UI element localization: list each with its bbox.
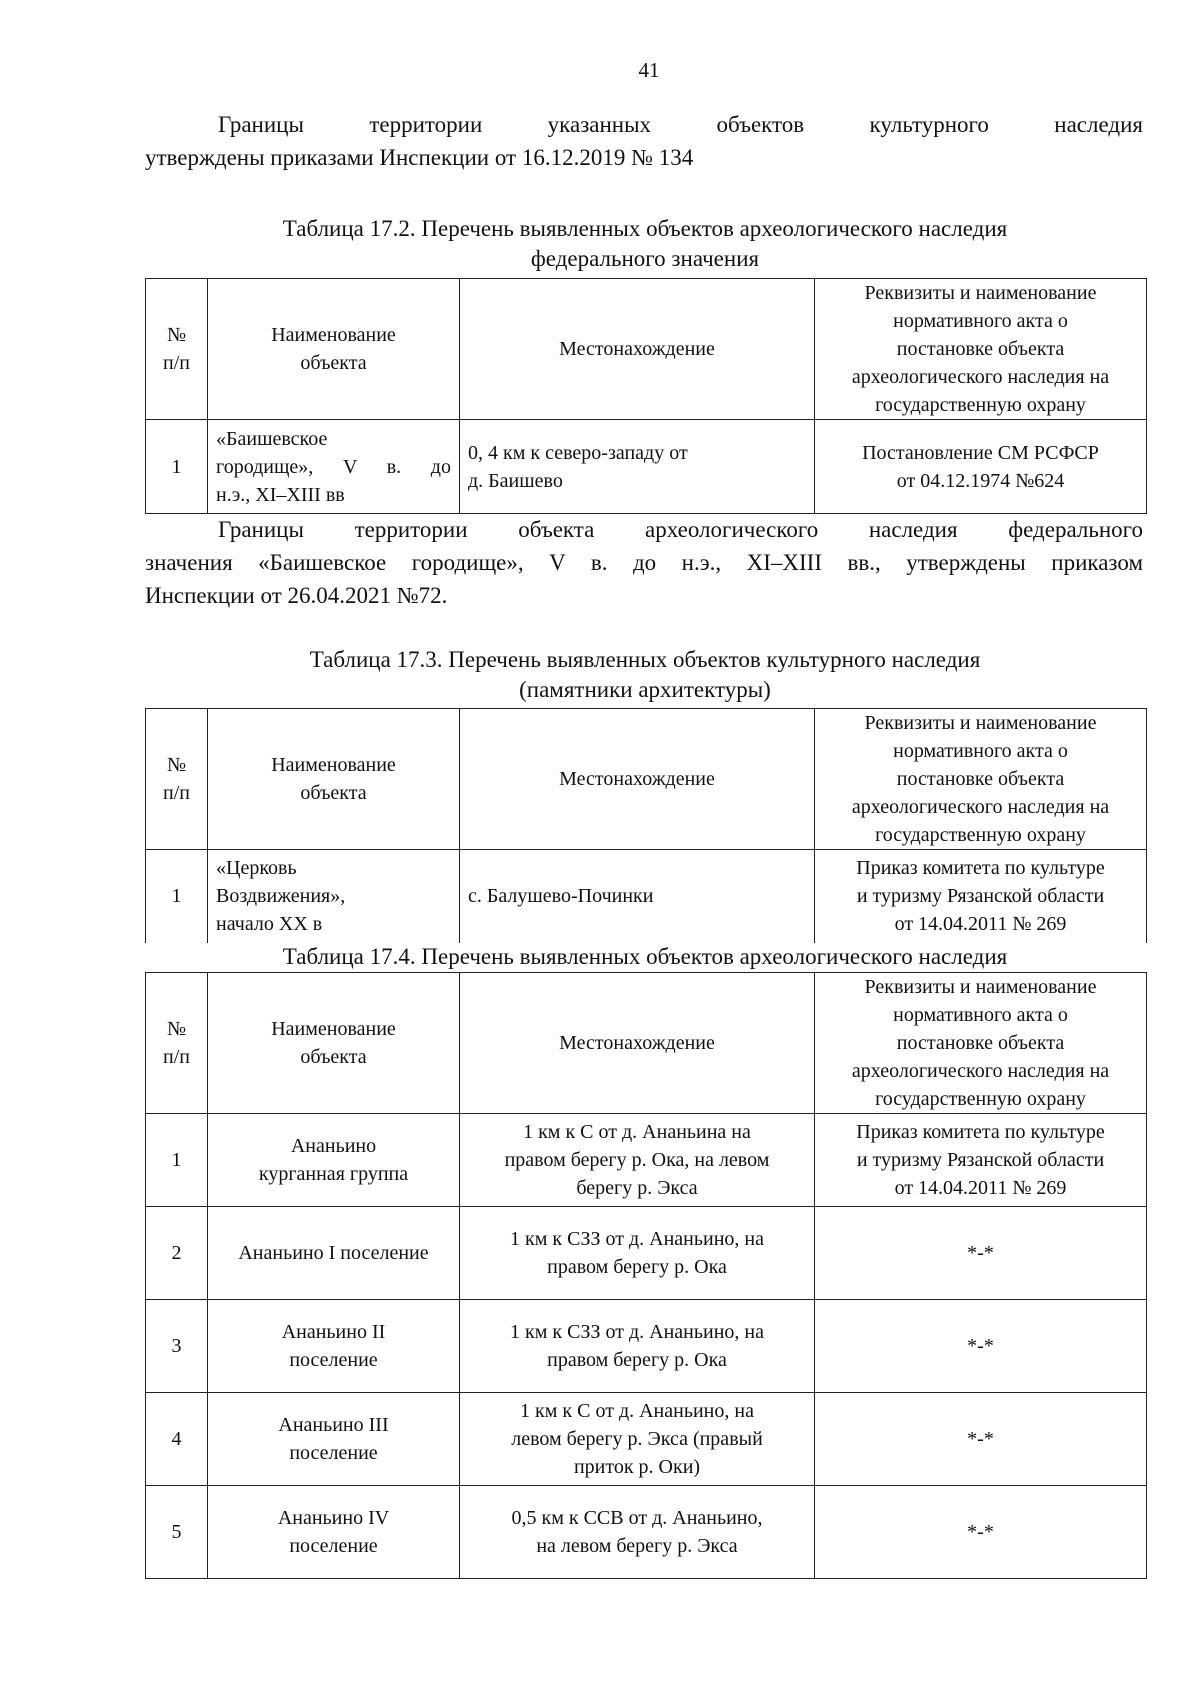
para2-line2: значения «Баишевское городище», V в. до н.э., XI–XIII вв., утверждены приказом: [145, 550, 1143, 575]
table-17-4-caption: Таблица 17.4. Перечень выявленных объектов археологического наследия: [282, 944, 1008, 969]
para2-line3: Инспекции от 26.04.2021 №72.: [145, 583, 448, 608]
header-name: Наименование объекта: [208, 709, 460, 850]
header-name: Наименование объекта: [208, 279, 460, 420]
cell-name: Ананьино IV поселение: [208, 1486, 460, 1579]
cell-name: Ананьино III поселение: [208, 1393, 460, 1486]
cell-location: 1 км к СЗЗ от д. Ананьино, на правом берегу р. Ока: [460, 1300, 815, 1393]
table-header-row: [146, 709, 1147, 850]
header-name: Наименование объекта: [208, 973, 460, 1114]
table-17-3-caption: Таблица 17.3. Перечень выявленных объектов культурного наследия (памятники архитектуры): [309, 647, 981, 702]
header-requisites: Реквизиты и наименование нормативного акта о постановке объекта археологического наследия на государственную охрану: [815, 279, 1147, 420]
header-num: № п/п: [146, 279, 208, 420]
table-17-2: [145, 278, 1147, 514]
table-17-3: [145, 708, 1147, 943]
cell-name: Ананьино курганная группа: [208, 1114, 460, 1207]
cell-location: 0, 4 км к северо-западу от д. Баишево: [460, 420, 815, 514]
cell-num: 1: [146, 1114, 208, 1207]
cell-requisites: Приказ комитета по культуре и туризму Рязанской области от 14.04.2011 № 269: [815, 850, 1147, 943]
cell-num: 5: [146, 1486, 208, 1579]
cell-name: Ананьино I поселение: [208, 1207, 460, 1300]
header-location: Местонахождение: [460, 279, 815, 420]
cell-requisites: *-*: [815, 1300, 1147, 1393]
table-row: [146, 1300, 1147, 1393]
table-row: [146, 420, 1147, 514]
table-header-row: [146, 973, 1147, 1114]
table-header-row: [146, 279, 1147, 420]
header-num: № п/п: [146, 709, 208, 850]
table-row: [146, 850, 1147, 943]
cell-requisites: *-*: [815, 1207, 1147, 1300]
header-location: Местонахождение: [460, 973, 815, 1114]
header-requisites: Реквизиты и наименование нормативного акта о постановке объекта археологического наследия на государственную охрану: [815, 973, 1147, 1114]
cell-num: 1: [146, 420, 208, 514]
paragraph-baishevo-order: [145, 513, 1143, 612]
cell-requisites: Приказ комитета по культуре и туризму Рязанской области от 14.04.2011 № 269: [815, 1114, 1147, 1207]
header-num: № п/п: [146, 973, 208, 1114]
para1-line1: Границы территории указанных объектов культурного наследия: [218, 112, 1143, 137]
header-requisites: Реквизиты и наименование нормативного акта о постановке объекта археологического наследия на государственную охрану: [815, 709, 1147, 850]
cell-requisites: Постановление СМ РСФСР от 04.12.1974 №624: [815, 420, 1147, 514]
table-row: [146, 1207, 1147, 1300]
paragraph-inspection-orders: [145, 108, 1143, 174]
para2-line1: Границы территории объекта археологического наследия федерального: [218, 517, 1143, 542]
table-row: [146, 1393, 1147, 1486]
table-17-4: [145, 972, 1147, 1579]
cell-requisites: *-*: [815, 1486, 1147, 1579]
cell-location: 1 км к С от д. Ананьина на правом берегу р. Ока, на левом берегу р. Экса: [460, 1114, 815, 1207]
cell-name: Ананьино II поселение: [208, 1300, 460, 1393]
cell-location: с. Балушево-Починки: [460, 850, 815, 943]
cell-requisites: *-*: [815, 1393, 1147, 1486]
table-17-2-caption: Таблица 17.2. Перечень выявленных объектов археологического наследия федерального значения: [282, 216, 1008, 271]
table-row: [146, 1486, 1147, 1579]
cell-location: 1 км к СЗЗ от д. Ананьино, на правом берегу р. Ока: [460, 1207, 815, 1300]
cell-name: «Баишевское городище», V в. до н.э., XI–XIII вв: [208, 420, 460, 514]
header-location: Местонахождение: [460, 709, 815, 850]
cell-num: 4: [146, 1393, 208, 1486]
cell-num: 3: [146, 1300, 208, 1393]
cell-location: 0,5 км к ССВ от д. Ананьино, на левом берегу р. Экса: [460, 1486, 815, 1579]
cell-num: 1: [146, 850, 208, 943]
cell-location: 1 км к С от д. Ананьино, на левом берегу р. Экса (правый приток р. Оки): [460, 1393, 815, 1486]
cell-name: «Церковь Воздвижения», начало XX в: [208, 850, 460, 943]
page-number: 41: [638, 58, 660, 82]
table-row: [146, 1114, 1147, 1207]
para1-line2: утверждены приказами Инспекции от 16.12.2019 № 134: [145, 145, 694, 170]
cell-num: 2: [146, 1207, 208, 1300]
